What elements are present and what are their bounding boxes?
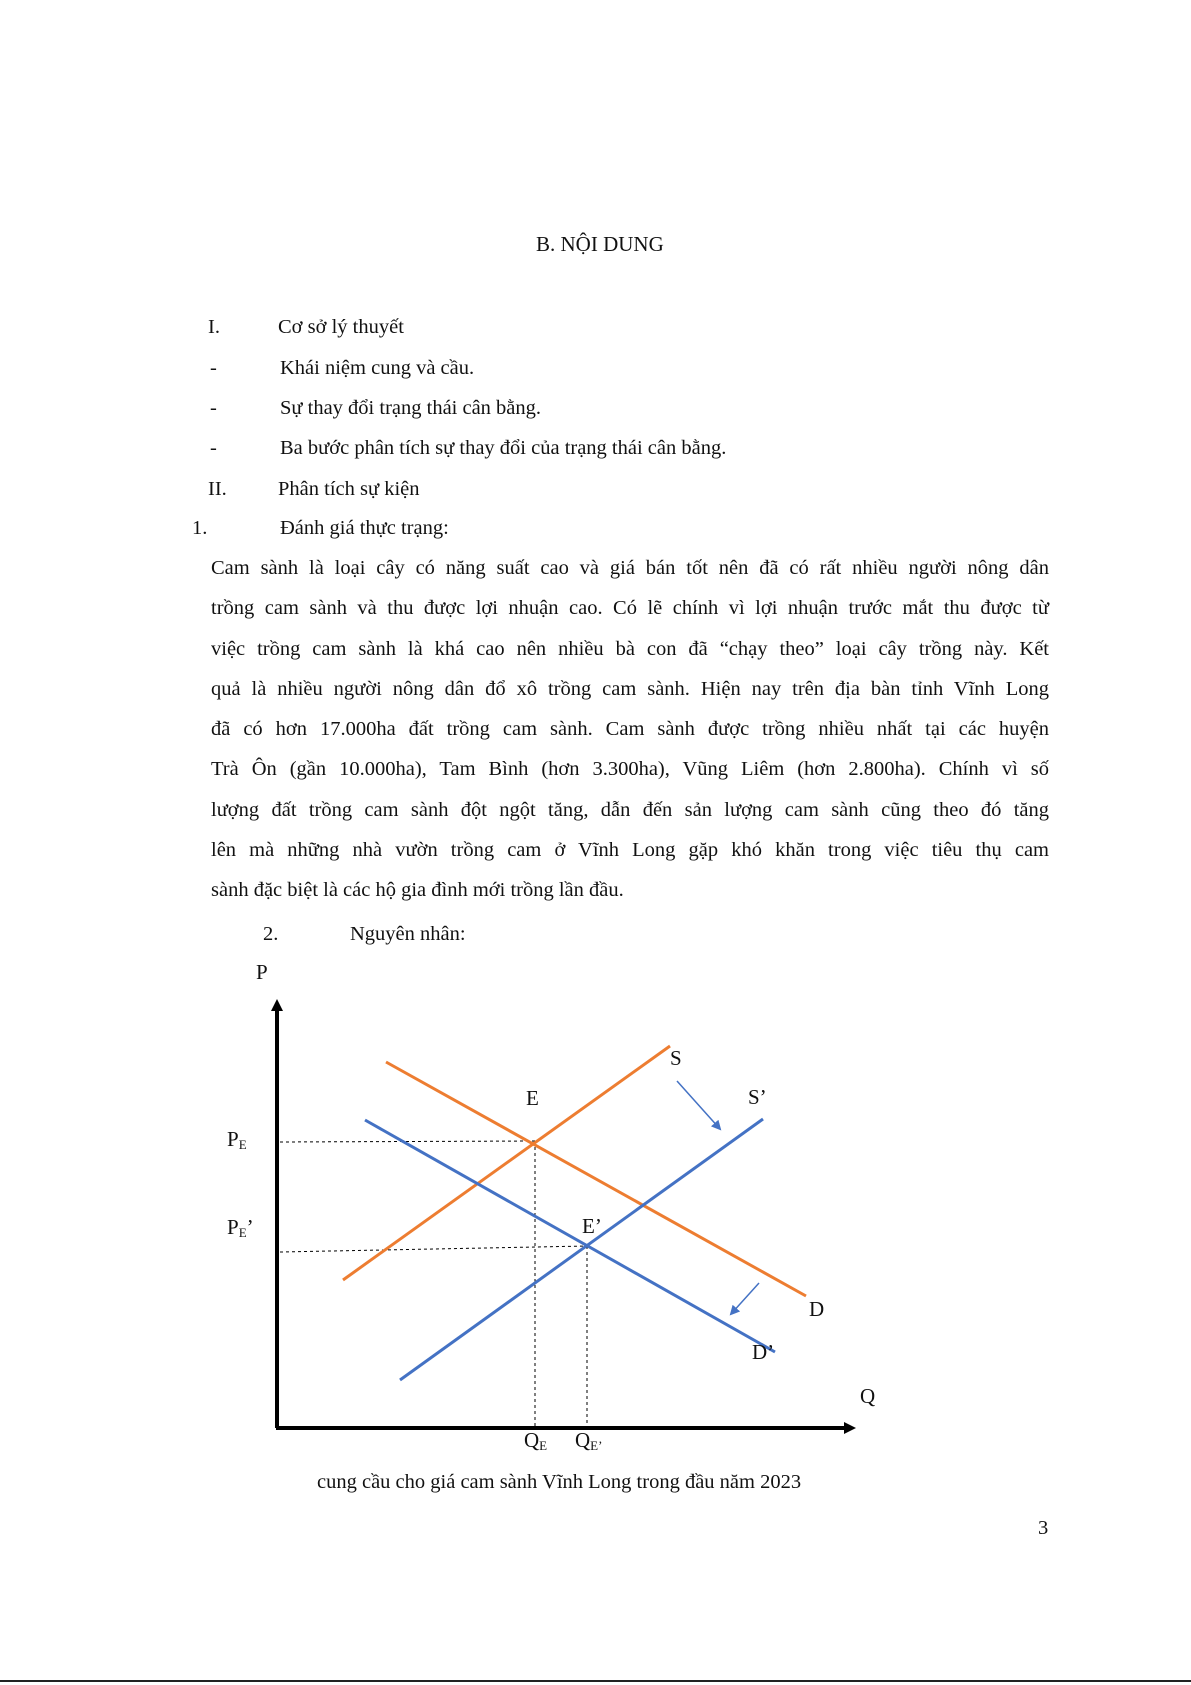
outline-item: Phân tích sự kiện <box>278 478 420 500</box>
paragraph-line: quả là nhiều người nông dân đổ xô trồng cam sành. Hiện nay trên địa bàn tỉnh Vĩnh Long <box>211 677 1049 700</box>
subsection-title: Nguyên nhân: <box>350 923 466 945</box>
paragraph-line: Cam sành là loại cây có năng suất cao và giá bán tốt nên đã có rất nhiều người nông dân <box>211 557 1049 579</box>
outline-item: Ba bước phân tích sự thay đổi của trạng thái cân bằng. <box>280 437 727 459</box>
subsection-marker: 2. <box>263 923 279 945</box>
qe-label: $Q_E$ <box>524 1428 548 1453</box>
paragraph-line: Trà Ôn (gần 10.000ha), Tam Bình (hơn 3.300ha), Vũng Liêm (hơn 2.800ha). Chính vì số <box>211 758 1049 781</box>
pe2-guide <box>280 1246 587 1252</box>
section-heading: B. NỘI DUNG <box>536 232 664 256</box>
outline-item: Cơ sở lý thuyết <box>278 316 404 338</box>
p-axis-label: P <box>256 960 268 984</box>
paragraph-line: lên mà những nhà vườn trồng cam ở Vĩnh Long gặp khó khăn trong việc tiêu thụ cam <box>211 839 1049 862</box>
s-label: S <box>670 1046 682 1070</box>
d-label: D <box>809 1297 825 1321</box>
paragraph-line: đã có hơn 17.000ha đất trồng cam sành. Cam sành được trồng nhiều nhất tại các huyện <box>211 718 1049 741</box>
e-label: E <box>526 1086 539 1110</box>
page-number: 3 <box>1038 1517 1049 1539</box>
paragraph-line: trồng cam sành và thu được lợi nhuận cao. Có lẽ chính vì lợi nhuận trước mắt thu được từ <box>211 597 1049 620</box>
outline-marker: I. <box>208 316 220 338</box>
pe2-label: $P_E$’ <box>227 1215 254 1240</box>
pe-guide <box>280 1141 535 1142</box>
demand-shift-arrow <box>731 1283 759 1314</box>
supply-shift-arrow <box>677 1081 720 1129</box>
qe2-label: $Q_{E’}$ <box>575 1428 603 1453</box>
outline-marker: - <box>210 437 217 459</box>
paragraph-line: lượng đất trồng cam sành đột ngột tăng, dẫn đến sản lượng cam sành cũng theo đó tăng <box>211 798 1049 821</box>
bottom-rule <box>0 1680 1191 1682</box>
supply-curve-s <box>343 1046 670 1280</box>
figure-caption: cung cầu cho giá cam sành Vĩnh Long trong đầu năm 2023 <box>317 1471 802 1493</box>
pe-label: $P_E$ <box>227 1127 247 1152</box>
e-prime-label: E’ <box>582 1214 602 1238</box>
q-axis-label: Q <box>860 1384 876 1408</box>
demand-curve-d <box>386 1062 806 1296</box>
outline-item: Khái niệm cung và cầu. <box>280 357 475 379</box>
outline-marker: II. <box>208 478 227 500</box>
outline-item: Đánh giá thực trạng: <box>280 517 449 539</box>
paragraph-line: sành đặc biệt là các hộ gia đình mới trồng lần đầu. <box>211 879 624 902</box>
outline-item: Sự thay đổi trạng thái cân bằng. <box>280 397 542 419</box>
outline-marker: 1. <box>192 517 208 539</box>
s-prime-label: S’ <box>748 1085 767 1109</box>
outline-marker: - <box>210 357 217 379</box>
supply-curve-s-prime <box>400 1119 763 1380</box>
d-prime-label: D’ <box>752 1340 775 1364</box>
outline-marker: - <box>210 397 217 419</box>
paragraph-line: việc trồng cam sành là khá cao nên nhiều bà con đã “chạy theo” loại cây trồng này. Kết <box>211 637 1049 660</box>
